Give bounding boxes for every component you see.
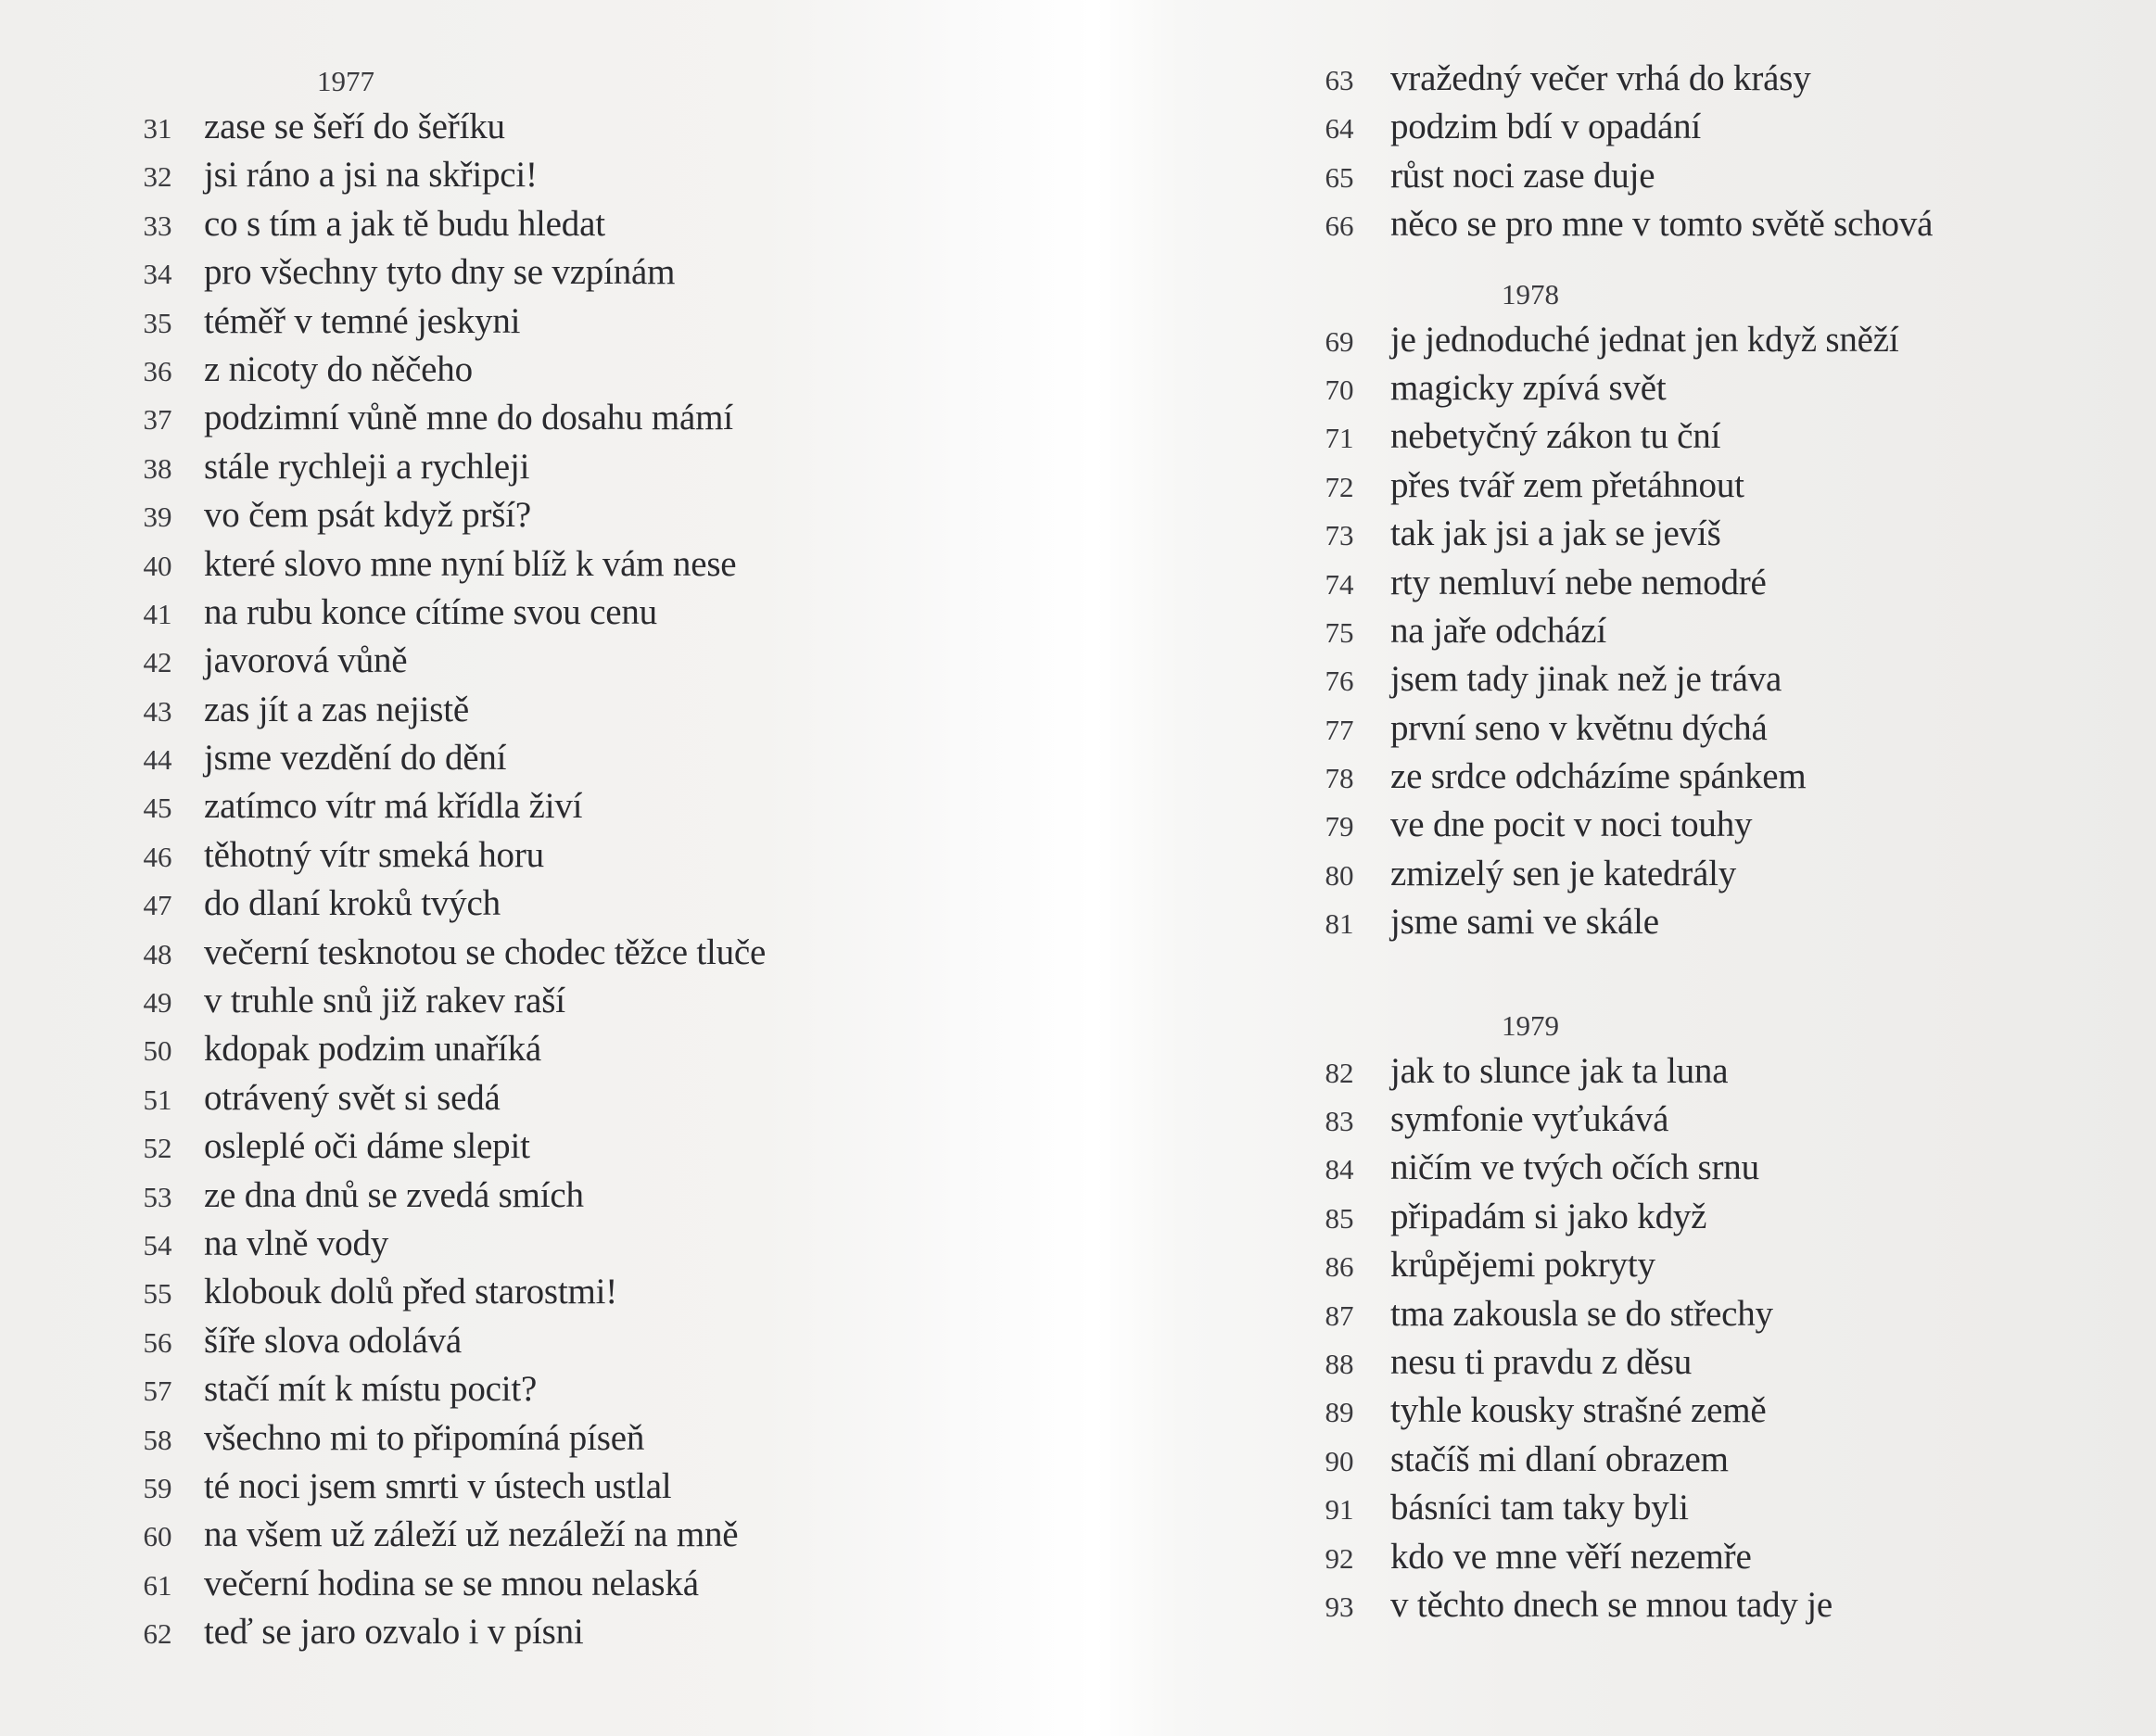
entry-title: jsme sami ve skále <box>1390 902 1659 943</box>
entry-title: ničím ve tvých očích srnu <box>1390 1147 1759 1188</box>
entry-number: 70 <box>1325 373 1354 406</box>
entry-number: 63 <box>1325 64 1354 96</box>
contents-entry <box>111 348 766 397</box>
entry-title: co s tím a jak tě budu hledat <box>204 203 605 244</box>
entry-title: ve dne pocit v noci touhy <box>1390 805 1753 845</box>
entry-number: 43 <box>143 694 172 728</box>
entry-title: stačíš mi dlaní obrazem <box>1390 1438 1729 1479</box>
contents-entry <box>1288 155 1933 203</box>
entry-number: 74 <box>1325 567 1354 601</box>
contents-entry <box>1288 367 1933 415</box>
contents-entry <box>1288 415 1933 463</box>
contents-entry <box>111 1125 766 1173</box>
contents-entry <box>111 1514 766 1562</box>
entry-number: 65 <box>1325 160 1354 194</box>
entry-title: šíře slova odolává <box>204 1320 462 1361</box>
entry-number: 58 <box>143 1423 172 1456</box>
contents-entry <box>1288 1536 1933 1584</box>
contents-entry <box>111 689 766 737</box>
entry-title: tyhle kousky strašné země <box>1390 1390 1767 1431</box>
contents-list-1979 <box>1288 1050 1933 1633</box>
contents-entry <box>1288 319 1933 367</box>
entry-title: zase se šeří do šeříku <box>204 107 505 146</box>
entry-number: 76 <box>1325 665 1354 698</box>
entry-number: 31 <box>143 112 172 145</box>
contents-entry <box>1288 1244 1933 1292</box>
entry-number: 49 <box>143 986 172 1020</box>
entry-title: je jednoduché jednat jen když sněží <box>1390 319 1899 360</box>
contents-entry <box>1288 1584 1933 1632</box>
entry-title: osleplé oči dáme slepit <box>204 1126 530 1167</box>
right-contents-column <box>1288 57 1933 1632</box>
entry-number: 33 <box>143 209 172 242</box>
year-heading-1978: 1978 <box>1502 277 1559 310</box>
year-heading-1977: 1977 <box>317 65 374 97</box>
contents-entry <box>1288 804 1933 852</box>
entry-number: 59 <box>143 1471 172 1504</box>
entry-number: 82 <box>1325 1056 1354 1089</box>
entry-title: na všem už záleží už nezáleží na mně <box>204 1514 739 1555</box>
entry-number: 32 <box>143 160 172 194</box>
entry-number: 80 <box>1325 858 1354 892</box>
entry-title: kdo ve mne věří nezemře <box>1390 1536 1752 1577</box>
entry-title: jsi ráno a jsi na skřipci! <box>204 155 538 196</box>
contents-entry <box>111 1271 766 1319</box>
entry-title: té noci jsem smrti v ústech ustlal <box>204 1465 672 1506</box>
contents-entry <box>111 980 766 1028</box>
contents-entry <box>1288 464 1933 513</box>
entry-number: 60 <box>143 1520 172 1553</box>
contents-entry <box>111 494 766 542</box>
contents-entry <box>111 1611 766 1659</box>
entry-title: rty nemluví nebe nemodré <box>1390 562 1767 602</box>
contents-entry <box>1288 106 1933 154</box>
entry-title: stále rychleji a rychleji <box>204 446 530 487</box>
entry-title: stačí mít k místu pocit? <box>204 1369 538 1410</box>
left-contents-column <box>111 57 766 1660</box>
entry-title: na vlně vody <box>204 1223 389 1263</box>
entry-number: 78 <box>1325 762 1354 795</box>
contents-entry <box>111 251 766 299</box>
contents-entry <box>1288 1341 1933 1389</box>
contents-list-1977 <box>111 106 766 1660</box>
entry-number: 83 <box>1325 1105 1354 1138</box>
contents-entry <box>111 203 766 251</box>
contents-entry <box>111 882 766 931</box>
contents-entry <box>1288 1487 1933 1535</box>
entry-number: 92 <box>1325 1541 1354 1575</box>
contents-list-1978 <box>1288 319 1933 950</box>
entry-title: otrávený svět si sedá <box>204 1077 501 1118</box>
entry-title: v těchto dnech se mnou tady je <box>1390 1584 1833 1625</box>
contents-entry <box>1288 1147 1933 1195</box>
contents-entry <box>1288 658 1933 706</box>
contents-entry <box>111 834 766 882</box>
contents-entry <box>1288 513 1933 561</box>
entry-title: večerní hodina se se mnou nelaská <box>204 1563 699 1603</box>
entry-number: 81 <box>1325 907 1354 941</box>
entry-number: 47 <box>143 889 172 922</box>
contents-entry <box>111 446 766 494</box>
contents-entry <box>111 154 766 202</box>
entry-title: symfonie vyťukává <box>1390 1099 1669 1140</box>
contents-entry <box>111 1368 766 1416</box>
entry-title: téměř v temné jeskyni <box>204 300 521 341</box>
entry-title: podzim bdí v opadání <box>1390 107 1702 147</box>
entry-number: 86 <box>1325 1250 1354 1284</box>
contents-entry <box>1288 1098 1933 1147</box>
entry-number: 39 <box>143 501 172 534</box>
entry-number: 89 <box>1325 1396 1354 1429</box>
entry-title: nesu ti pravdu z děsu <box>1390 1341 1693 1382</box>
contents-entry <box>111 1077 766 1125</box>
section-gap <box>1288 252 1933 271</box>
contents-entry <box>111 591 766 640</box>
entry-title: do dlaní kroků tvých <box>204 883 501 924</box>
contents-entry <box>1288 562 1933 610</box>
entry-number: 71 <box>1325 422 1354 455</box>
contents-entry <box>111 397 766 445</box>
entry-number: 42 <box>143 646 172 679</box>
contents-entry <box>111 1417 766 1465</box>
entry-number: 35 <box>143 306 172 339</box>
contents-entry <box>111 640 766 688</box>
contents-entry <box>1288 707 1933 755</box>
entry-number: 52 <box>143 1132 172 1165</box>
entry-title: javorová vůně <box>204 640 408 681</box>
entry-title: ze srdce odcházíme spánkem <box>1390 756 1807 797</box>
contents-entry <box>1288 610 1933 658</box>
entry-title: klobouk dolů před starostmi! <box>204 1272 618 1312</box>
entry-number: 34 <box>143 258 172 291</box>
entry-number: 73 <box>1325 519 1354 552</box>
contents-entry <box>111 543 766 591</box>
contents-entry <box>1288 1438 1933 1487</box>
entry-title: v truhle snů již rakev raší <box>204 981 565 1021</box>
entry-number: 88 <box>1325 1347 1354 1380</box>
entry-number: 87 <box>1325 1299 1354 1332</box>
entry-title: přes tvář zem přetáhnout <box>1390 464 1744 505</box>
entry-title: teď se jaro ozvalo i v písni <box>204 1612 584 1653</box>
entry-title: na rubu konce cítíme svou cenu <box>204 591 657 632</box>
contents-entry <box>111 1563 766 1611</box>
entry-title: tak jak jsi a jak se jevíš <box>1390 513 1721 554</box>
entry-number: 75 <box>1325 615 1354 649</box>
entry-number: 69 <box>1325 324 1354 358</box>
entry-title: pro všechny tyto dny se vzpínám <box>204 252 676 293</box>
entry-number: 55 <box>143 1277 172 1311</box>
entry-number: 90 <box>1325 1444 1354 1477</box>
year-heading-1979: 1979 <box>1502 1008 1559 1042</box>
entry-number: 93 <box>1325 1590 1354 1623</box>
entry-number: 77 <box>1325 713 1354 746</box>
entry-title: připadám si jako když <box>1390 1196 1707 1236</box>
entry-number: 79 <box>1325 810 1354 843</box>
contents-entry <box>111 1465 766 1514</box>
entry-title: všechno mi to připomíná píseň <box>204 1417 645 1458</box>
entry-number: 44 <box>143 743 172 777</box>
contents-entry <box>1288 1050 1933 1098</box>
entry-title: jsme vezdění do dění <box>204 738 507 779</box>
contents-entry <box>1288 1293 1933 1341</box>
contents-entry <box>111 785 766 833</box>
entry-number: 50 <box>143 1034 172 1068</box>
entry-number: 54 <box>143 1228 172 1261</box>
contents-list-1977-continued <box>1288 57 1933 252</box>
entry-title: které slovo mne nyní blíž k vám nese <box>204 543 737 584</box>
entry-number: 36 <box>143 354 172 387</box>
section-gap <box>1288 950 1933 1002</box>
entry-number: 72 <box>1325 470 1354 503</box>
contents-entry <box>1288 1196 1933 1244</box>
entry-title: první seno v květnu dýchá <box>1390 707 1768 748</box>
entry-title: básníci tam taky byli <box>1390 1488 1689 1528</box>
entry-number: 40 <box>143 549 172 582</box>
contents-entry <box>1288 901 1933 949</box>
entry-title: kdopak podzim unaříká <box>204 1029 542 1070</box>
entry-title: nebetyčný zákon tu ční <box>1390 416 1721 457</box>
entry-title: jak to slunce jak ta luna <box>1390 1050 1729 1091</box>
entry-title: magicky zpívá svět <box>1390 367 1667 408</box>
entry-title: ze dna dnů se zvedá smích <box>204 1174 584 1215</box>
entry-number: 37 <box>143 403 172 437</box>
entry-title: zmizelý sen je katedrály <box>1390 853 1737 893</box>
entry-title: z nicoty do něčeho <box>204 348 473 389</box>
book-gutter <box>1083 0 1109 1736</box>
entry-number: 84 <box>1325 1153 1354 1186</box>
contents-entry <box>1288 853 1933 901</box>
entry-number: 53 <box>143 1180 172 1213</box>
contents-entry <box>111 1174 766 1223</box>
entry-title: vo čem psát když prší? <box>204 495 531 536</box>
entry-title: večerní tesknotou se chodec těžce tluče <box>204 931 767 972</box>
entry-title: něco se pro mne v tomto světě schová <box>1390 204 1934 245</box>
entry-title: krůpějemi pokryty <box>1390 1245 1655 1286</box>
entry-title: těhotný vítr smeká horu <box>204 834 544 875</box>
entry-title: vražedný večer vrhá do krásy <box>1390 58 1811 98</box>
entry-title: podzimní vůně mne do dosahu mámí <box>204 398 733 438</box>
contents-entry <box>111 1028 766 1076</box>
entry-number: 57 <box>143 1375 172 1408</box>
entry-number: 56 <box>143 1325 172 1359</box>
entry-number: 85 <box>1325 1201 1354 1235</box>
entry-number: 45 <box>143 792 172 825</box>
entry-number: 46 <box>143 840 172 873</box>
entry-number: 66 <box>1325 209 1354 243</box>
contents-entry <box>111 737 766 785</box>
contents-entry <box>1288 57 1933 106</box>
contents-entry <box>1288 755 1933 804</box>
entry-number: 61 <box>143 1568 172 1602</box>
entry-number: 48 <box>143 937 172 970</box>
entry-number: 91 <box>1325 1493 1354 1527</box>
contents-entry <box>111 1223 766 1271</box>
entry-number: 64 <box>1325 112 1354 146</box>
entry-number: 51 <box>143 1083 172 1116</box>
entry-title: tma zakousla se do střechy <box>1390 1293 1773 1334</box>
contents-entry <box>111 300 766 348</box>
contents-entry <box>111 106 766 154</box>
entry-title: zas jít a zas nejistě <box>204 689 470 729</box>
entry-title: jsem tady jinak než je tráva <box>1390 659 1782 700</box>
entry-title: růst noci zase duje <box>1390 155 1655 196</box>
contents-entry <box>1288 1389 1933 1438</box>
entry-number: 62 <box>143 1617 172 1651</box>
contents-entry <box>111 1320 766 1368</box>
entry-number: 38 <box>143 451 172 485</box>
contents-entry <box>111 931 766 980</box>
entry-title: na jaře odchází <box>1390 610 1607 651</box>
entry-number: 41 <box>143 597 172 630</box>
entry-title: zatímco vítr má křídla živí <box>204 786 583 827</box>
contents-entry <box>1288 203 1933 251</box>
